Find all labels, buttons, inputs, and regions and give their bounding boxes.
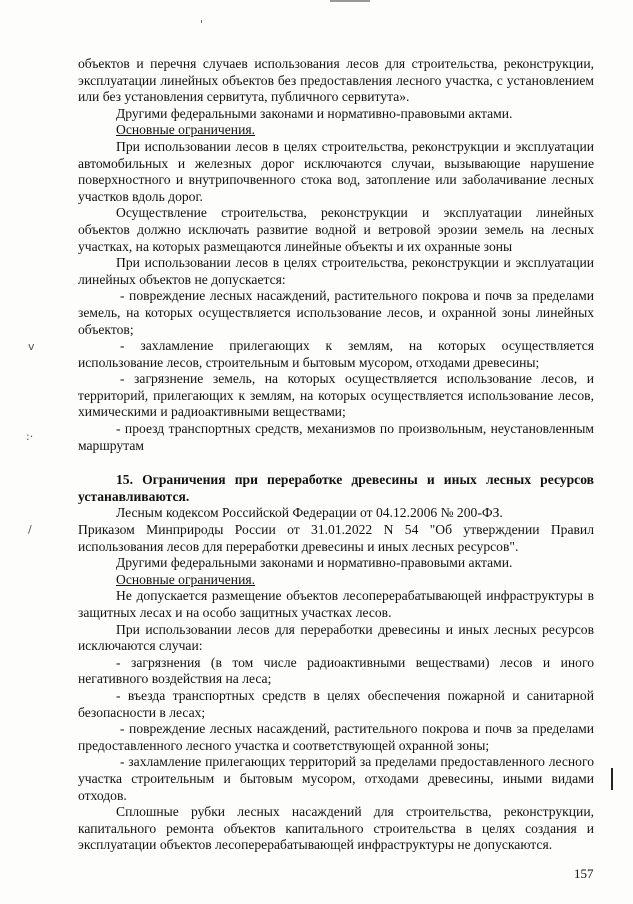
- scan-mark: :·: [26, 430, 34, 443]
- list-item: - захламление прилегающих территорий за пределами предоставленного лесного участка строительным и бытовым мусором, отходами древесины, иными видами отходов.: [78, 754, 594, 803]
- section-subheading: Основные ограничения.: [116, 122, 256, 138]
- paragraph: Другими федеральными законами и нормативно-правовыми актами.: [116, 105, 513, 121]
- paragraph: Сплошные рубки лесных насаждений для строительства, реконструкции, капитального ремонта объектов капитального строительства в целях создания и эксплуатации объектов лесоперерабатывающей инфраструктуры не допускаются.: [78, 804, 594, 853]
- paragraph: Приказом Минприроды России от 31.01.2022 N 54 "Об утверждении Правил использования лесов для переработки древесины и иных лесных ресурсов".: [78, 522, 594, 554]
- list-item: - повреждение лесных насаждений, растительного покрова и почв за пределами предоставленного лесного участка и соответствующей охранной зоны;: [78, 721, 594, 753]
- list-item: - проезд транспортных средств, механизмов по произвольным, неустановленным маршрутам: [78, 421, 594, 453]
- paragraph: Другими федеральными законами и нормативно-правовыми актами.: [116, 555, 513, 571]
- paragraph: Лесным кодексом Российской Федерации от 04.12.2006 № 200-ФЗ.: [116, 505, 503, 521]
- document-body: [78, 56, 594, 854]
- list-item: - загрязнения (в том числе радиоактивными веществами) лесов и иного негативного воздействия на леса;: [78, 654, 594, 687]
- list-item: - захламление прилегающих к землям, на которых осуществляется использование лесов, строительным и бытовым мусором, отходами древесины;: [78, 338, 594, 370]
- paragraph: При использовании лесов в целях строительства, реконструкции и эксплуатации линейных объектов не допускается:: [78, 255, 594, 287]
- list-item: - загрязнение земель, на которых осуществляется использование лесов, и территорий, прилегающих к землям, на которых осуществляется использование лесов, химическими и радиоактивными веществами;: [78, 371, 594, 420]
- section-subheading: Основные ограничения.: [116, 571, 256, 587]
- scan-mark: /: [28, 523, 32, 536]
- margin-mark: [611, 768, 613, 790]
- paragraph: Не допускается размещение объектов лесоперерабатывающей инфраструктуры в защитных лесах и на особо защитных участках лесов.: [78, 588, 594, 620]
- paragraph: Осуществление строительства, реконструкции и эксплуатации линейных объектов должно исключать развитие водной и ветровой эрозии земель на лесных участках, на которых размещаются линейные объекты и их охранные зоны: [78, 205, 594, 254]
- paragraph: объектов и перечня случаев использования лесов для строительства, реконструкции, эксплуатации линейных объектов без предоставления лесного участка, с установлением или без установления сервитута, публичного сервитута».: [78, 56, 594, 105]
- list-item: - въезда транспортных средств в целях обеспечения пожарной и санитарной безопасности в лесах;: [78, 687, 594, 720]
- scan-mark: ': [200, 18, 204, 31]
- paragraph: При использовании лесов в целях строительства, реконструкции и эксплуатации автомобильных и железных дорог исключаются случаи, вызывающие нарушение поверхностного и внутрипочвенного стока вод, затопление или заболачивание лесных участков вдоль дорог.: [78, 138, 594, 204]
- page-number: 157: [574, 866, 594, 881]
- paragraph: При использовании лесов для переработки древесины и иных лесных ресурсов исключаются случаи:: [78, 621, 594, 654]
- list-item: - повреждение лесных насаждений, растительного покрова и почв за пределами земель, на которых осуществляется использование лесов, и охранной зоны линейных объектов;: [78, 288, 594, 337]
- section-heading: 15. Ограничения при переработке древесины и иных лесных ресурсов устанавливаются.: [78, 472, 594, 504]
- scan-mark: v: [28, 340, 35, 353]
